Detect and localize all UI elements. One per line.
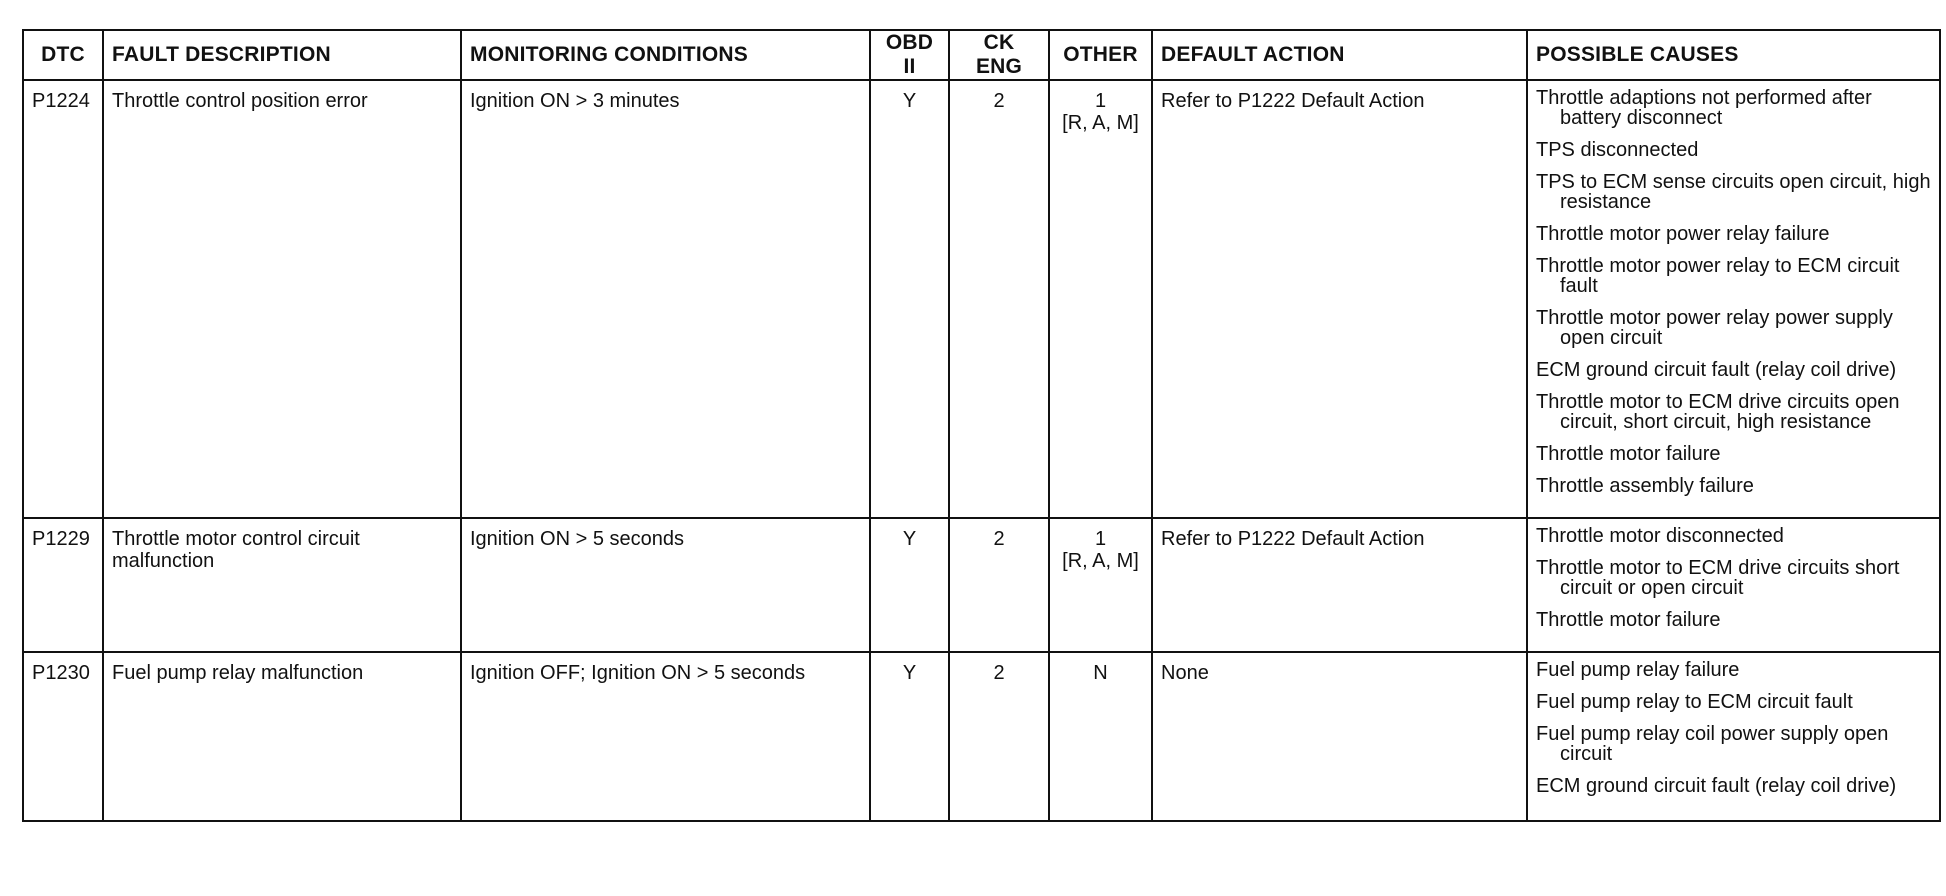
other-value-primary: 1 <box>1094 90 1107 112</box>
header-row <box>23 30 1940 80</box>
other-value <box>1049 80 1152 518</box>
cause-item: Throttle motor to ECM drive circuits short circuit or open circuit <box>1536 557 1900 599</box>
default-action: None <box>1152 652 1527 821</box>
possible-causes <box>1527 80 1940 518</box>
header-fault-description: FAULT DESCRIPTION <box>103 30 461 80</box>
cause-item: Throttle motor failure <box>1536 443 1721 465</box>
cause-item: Throttle motor power relay power supply open circuit <box>1536 307 1893 349</box>
table-row <box>23 652 1940 821</box>
monitoring-conditions: Ignition ON > 5 seconds <box>461 518 870 652</box>
header-default-action: DEFAULT ACTION <box>1152 30 1527 80</box>
ck-eng-value: 2 <box>949 518 1049 652</box>
cause-item: Throttle motor power relay failure <box>1536 223 1830 245</box>
header-possible-causes: POSSIBLE CAUSES <box>1527 30 1940 80</box>
dtc-code: P1224 <box>23 80 103 518</box>
other-value-flags: [R, A, M] <box>1062 550 1139 572</box>
cause-item: Fuel pump relay coil power supply open circuit <box>1536 723 1889 765</box>
fault-description: Fuel pump relay malfunction <box>103 652 461 821</box>
cause-item: Throttle motor disconnected <box>1536 525 1784 547</box>
monitoring-conditions: Ignition ON > 3 minutes <box>461 80 870 518</box>
other-value <box>1049 518 1152 652</box>
cause-item: TPS disconnected <box>1536 139 1699 161</box>
other-value-flags: [R, A, M] <box>1062 112 1139 134</box>
header-other: OTHER <box>1049 30 1152 80</box>
monitoring-conditions: Ignition OFF; Ignition ON > 5 seconds <box>461 652 870 821</box>
dtc-code: P1230 <box>23 652 103 821</box>
cause-item: ECM ground circuit fault (relay coil drive) <box>1536 359 1897 381</box>
other-value-primary: 1 <box>1094 528 1107 550</box>
header-obd-ii: OBD II <box>870 30 949 80</box>
dtc-code: P1229 <box>23 518 103 652</box>
header-ck-eng: CK ENG <box>949 30 1049 80</box>
cause-item: Throttle motor power relay to ECM circuit fault <box>1536 255 1900 297</box>
ck-eng-value: 2 <box>949 80 1049 518</box>
obd-ii-value: Y <box>870 80 949 518</box>
cause-item: Fuel pump relay to ECM circuit fault <box>1536 691 1853 713</box>
dtc-table <box>22 29 1941 822</box>
possible-causes <box>1527 518 1940 652</box>
table-row <box>23 80 1940 518</box>
header-dtc: DTC <box>23 30 103 80</box>
obd-ii-value: Y <box>870 518 949 652</box>
cause-item: Throttle assembly failure <box>1536 475 1754 497</box>
cause-item: Fuel pump relay failure <box>1536 659 1740 681</box>
cause-item: Throttle adaptions not performed after battery disconnect <box>1536 87 1872 129</box>
obd-ii-value: Y <box>870 652 949 821</box>
other-value <box>1049 652 1152 821</box>
fault-description: Throttle control position error <box>103 80 461 518</box>
cause-item: Throttle motor failure <box>1536 609 1721 631</box>
fault-description: Throttle motor control circuit malfunction <box>103 518 461 652</box>
ck-eng-value: 2 <box>949 652 1049 821</box>
cause-item: Throttle motor to ECM drive circuits open circuit, short circuit, high resistance <box>1536 391 1900 433</box>
cause-item: ECM ground circuit fault (relay coil drive) <box>1536 775 1897 797</box>
default-action: Refer to P1222 Default Action <box>1152 80 1527 518</box>
table-row <box>23 518 1940 652</box>
default-action: Refer to P1222 Default Action <box>1152 518 1527 652</box>
possible-causes <box>1527 652 1940 821</box>
header-monitoring-conditions: MONITORING CONDITIONS <box>461 30 870 80</box>
other-value-primary: N <box>1093 662 1108 684</box>
cause-item: TPS to ECM sense circuits open circuit, high resistance <box>1536 171 1931 213</box>
dtc-table-container <box>22 29 1939 822</box>
